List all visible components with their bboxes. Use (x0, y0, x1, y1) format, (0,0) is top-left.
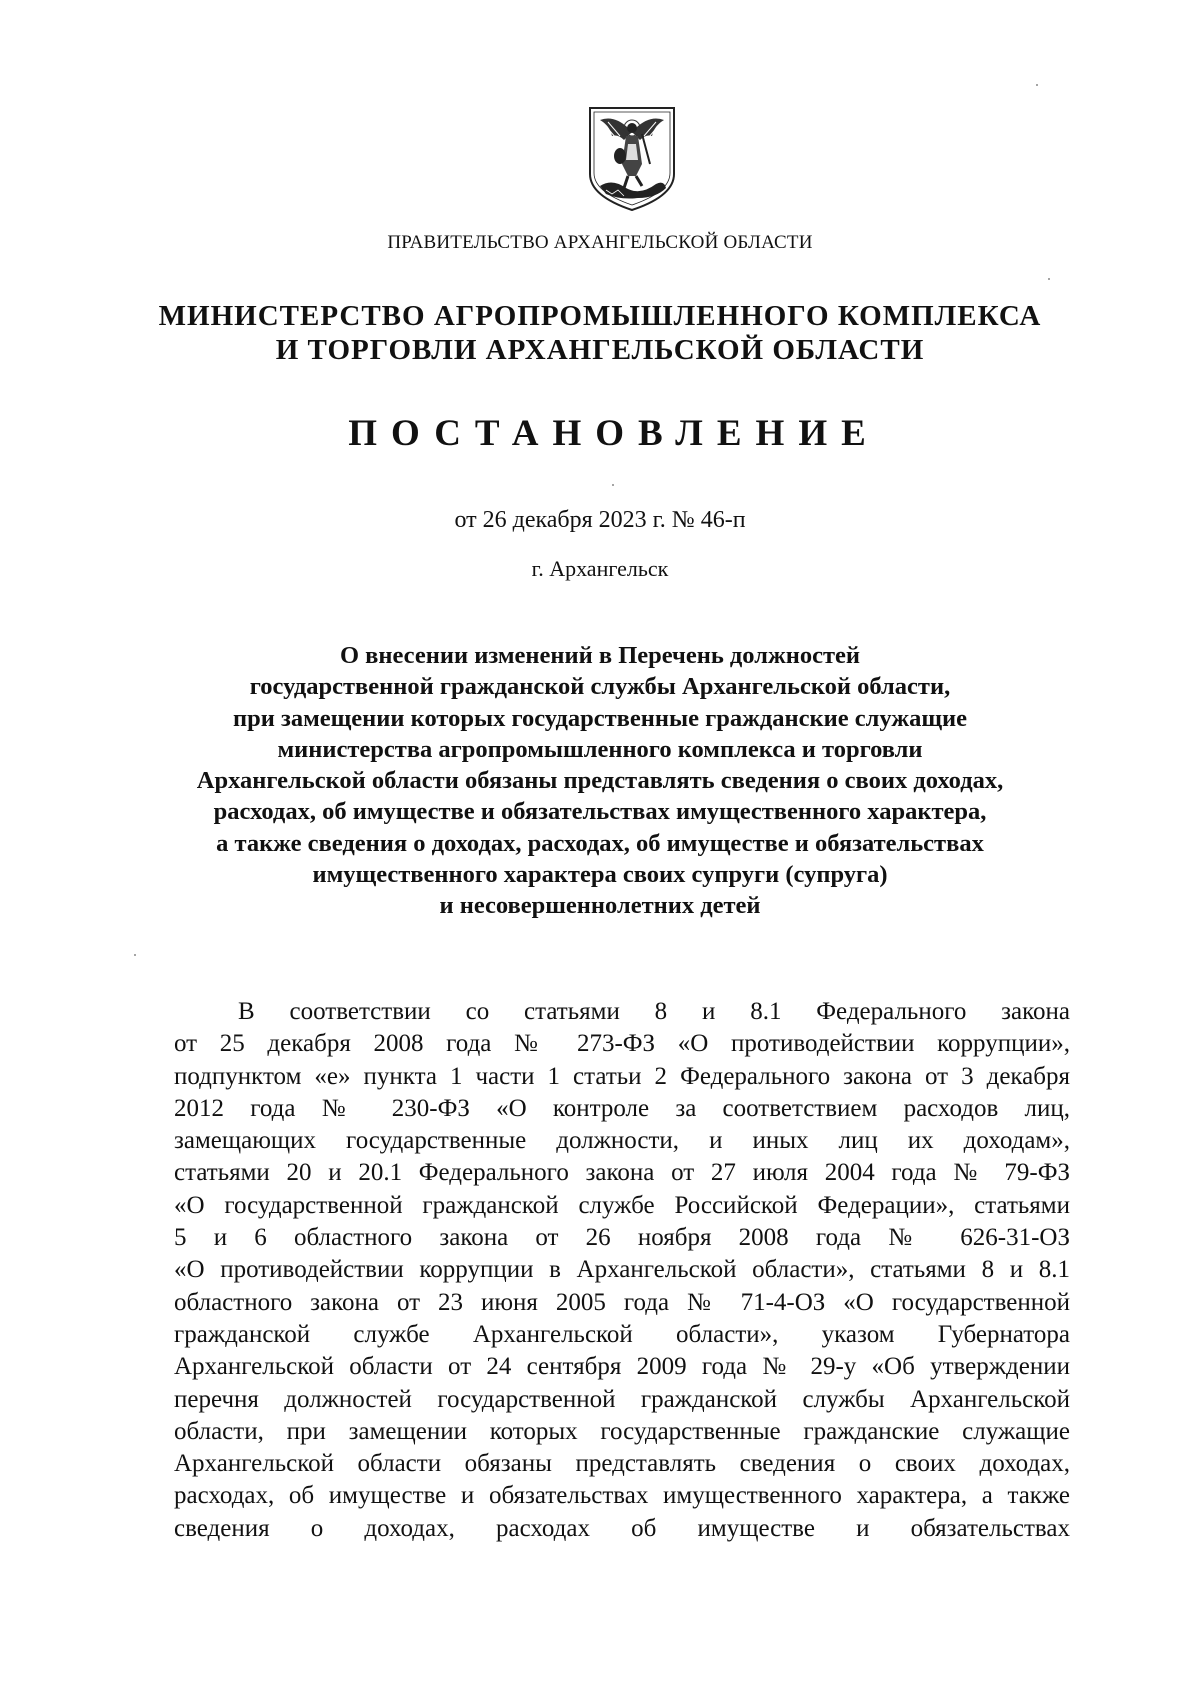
document-type: ПОСТАНОВЛЕНИЕ (348, 413, 880, 454)
document-title (0, 640, 1200, 922)
title-line: расходах, об имуществе и обязательствах имущественного характера, (213, 798, 987, 826)
body-line: областного закона от 23 июня 2005 года № 71-4-ОЗ «О государственной (174, 1288, 1070, 1316)
title-line: Архангельской области обязаны представлять сведения о своих доходах, (196, 767, 1004, 795)
scan-speck (134, 954, 136, 956)
title-line: О внесении изменений в Перечень должностей (339, 642, 861, 669)
body-line: сведения о доходах, расходах об имуществе и обязательствах (174, 1514, 1070, 1542)
body-line: гражданской службе Архангельской области», указом Губернатора (174, 1320, 1070, 1348)
body-line: «О противодействии коррупции в Архангельской области», статьями 8 и 8.1 (174, 1256, 1070, 1284)
body-line: В соответствии со статьями 8 и 8.1 Федерального закона (238, 998, 1070, 1025)
archangelsk-coat-of-arms-icon (586, 104, 678, 212)
ministry-line: И ТОРГОВЛИ АРХАНГЕЛЬСКОЙ ОБЛАСТИ (275, 334, 925, 366)
title-line: имущественного характера своих супруги (супруга) (312, 861, 888, 889)
body-line: подпунктом «е» пункта 1 части 1 статьи 2 Федерального закона от 3 декабря (174, 1062, 1070, 1090)
government-name: ПРАВИТЕЛЬСТВО АРХАНГЕЛЬСКОЙ ОБЛАСТИ (387, 232, 813, 253)
body-line: Архангельской области от 24 сентября 2009 года № 29-у «Об утверждении (174, 1353, 1070, 1381)
ministry-name (0, 299, 1200, 367)
scan-speck (1048, 278, 1050, 280)
body-line: от 25 декабря 2008 года № 273-ФЗ «О противодействии коррупции», (174, 1030, 1070, 1058)
scan-speck (612, 484, 614, 486)
body-line: замещающих государственные должности, и иных лиц их доходам», (174, 1127, 1070, 1155)
body-line: 2012 года № 230-ФЗ «О контроле за соответствием расходов лиц, (174, 1094, 1070, 1122)
body-line: Архангельской области обязаны представлять сведения о своих доходах, (174, 1450, 1070, 1478)
city: г. Архангельск (531, 556, 669, 581)
body-line: статьями 20 и 20.1 Федерального закона от 27 июля 2004 года № 79-ФЗ (174, 1159, 1070, 1187)
scan-speck (1036, 84, 1038, 86)
body-line: перечня должностей государственной гражданской службы Архангельской (174, 1385, 1070, 1413)
body-paragraph (174, 996, 1070, 1545)
ministry-line: МИНИСТЕРСТВО АГРОПРОМЫШЛЕННОГО КОМПЛЕКСА (158, 300, 1042, 332)
body-line: 5 и 6 областного закона от 26 ноября 2008 года № 626-31-ОЗ (174, 1224, 1070, 1252)
title-line: и несовершеннолетних детей (439, 892, 761, 920)
title-line: государственной гражданской службы Архангельской области, (249, 673, 951, 701)
title-line: министерства агропромышленного комплекса и торговли (277, 735, 923, 763)
date-number: от 26 декабря 2023 г. № 46-п (454, 507, 746, 533)
body-line: расходах, об имуществе и обязательствах имущественного характера, а также (174, 1482, 1070, 1510)
title-line: а также сведения о доходах, расходах, об имуществе и обязательствах (216, 829, 984, 857)
body-line: области, при замещении которых государственные гражданские служащие (174, 1417, 1070, 1445)
body-line: «О государственной гражданской службе Российской Федерации», статьями (174, 1191, 1070, 1219)
title-line: при замещении которых государственные гражданские служащие (232, 704, 968, 732)
